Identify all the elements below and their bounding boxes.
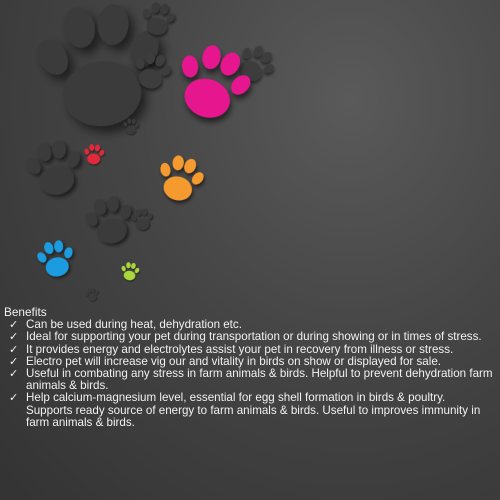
benefit-text: Useful in combating any stress in farm animals & birds. Helpful to prevent dehydration farm animals & birds. (26, 367, 493, 393)
paw-print-icon (122, 118, 140, 135)
paw-print-icon (28, 0, 170, 132)
benefits-section (4, 306, 494, 429)
paw-print-icon (84, 287, 100, 302)
list-item (4, 368, 494, 392)
check-mark-icon: ✓ (9, 330, 19, 344)
check-mark-icon: ✓ (9, 342, 19, 356)
benefit-text: Ideal for supporting your pet during transportation or during showing or in times of stress. (26, 330, 482, 344)
benefit-text: Help calcium-magnesium level, essential for egg shell formation in birds & poultry. Supports ready source of energy to farm animals & birds. Useful to improves immunity in farm animals & birds. (26, 391, 481, 429)
benefit-text: Can be used during heat, dehydration etc. (26, 318, 242, 332)
benefit-text: It provides energy and electrolytes assist your pet in recovery from illness or stress. (26, 342, 454, 356)
paw-print-icon (21, 136, 88, 199)
paw-print-icon (33, 237, 78, 279)
check-mark-icon: ✓ (9, 354, 19, 368)
check-mark-icon: ✓ (9, 391, 19, 405)
paw-print-icon (80, 192, 139, 248)
benefits-title: Benefits (4, 305, 47, 319)
benefit-text: Electro pet will increase vig our and vitality in birds on show or displayed for sale. (26, 354, 441, 368)
paw-print-icon (151, 150, 209, 206)
check-mark-icon: ✓ (9, 318, 19, 332)
list-item (4, 392, 494, 429)
paw-print-icon (119, 261, 141, 282)
paw-print-icon (129, 207, 154, 231)
benefit-list (4, 319, 494, 429)
paw-print-icon (82, 143, 105, 165)
check-mark-icon: ✓ (9, 367, 19, 381)
